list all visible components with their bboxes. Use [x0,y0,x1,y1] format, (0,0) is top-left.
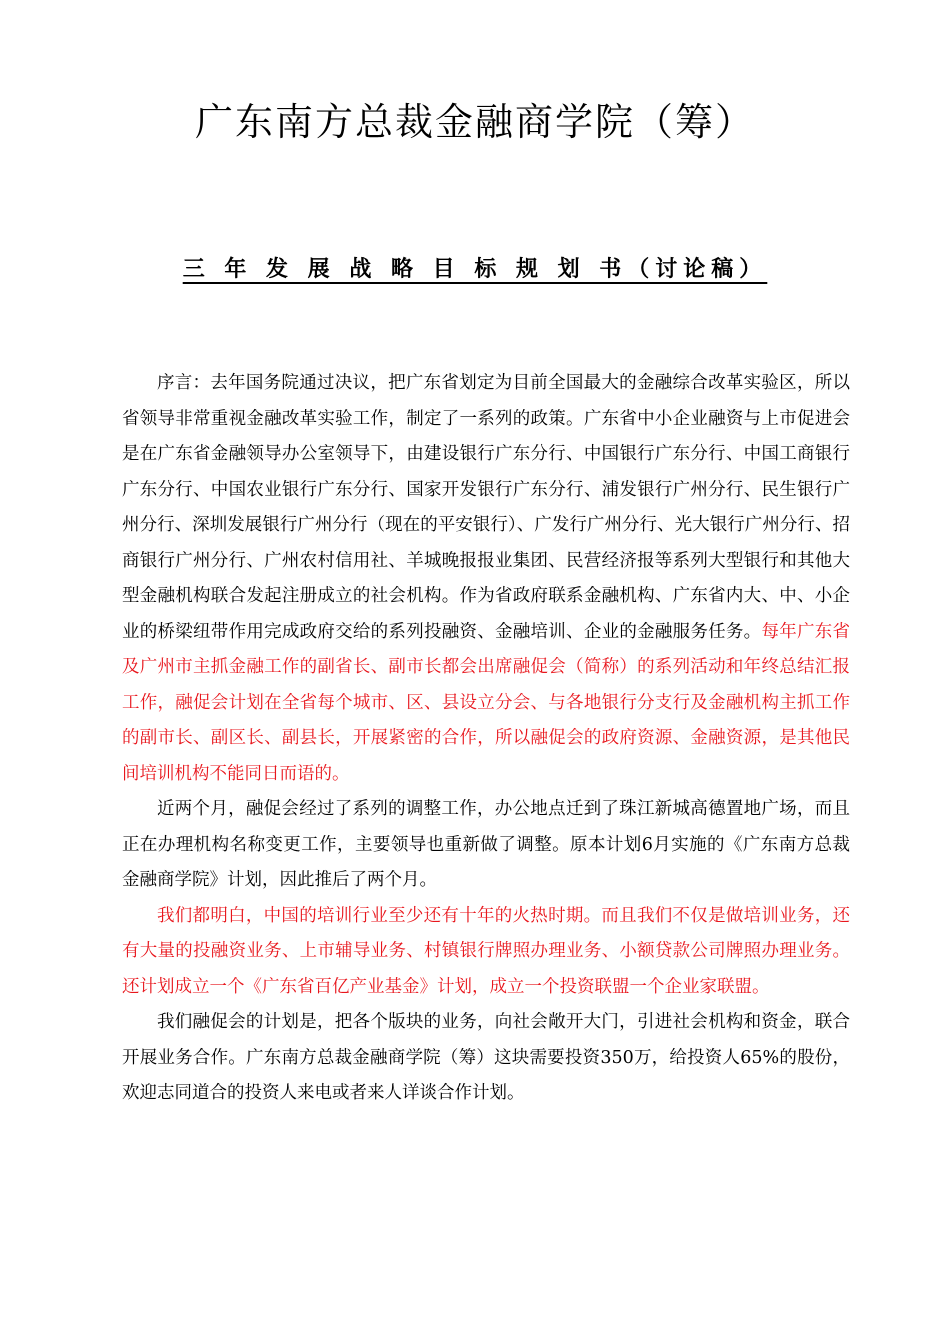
paragraph-investment-plan: 我们融促会的计划是，把各个版块的业务，向社会敞开大门，引进社会机构和资金，联合开展业务合作。广东南方总裁金融商学院（筹）这块需要投资350万，给投资人65%的股份，欢迎志同道合的投资人来电或者来人详谈合作计划。 [122,1012,850,1103]
document-body [122,366,850,1112]
paragraph-preface [122,366,850,792]
paragraph-preface-highlight: 每年广东省及广州市主抓金融工作的副省长、副市长都会出席融促会（简称）的系列活动和年终总结汇报工作，融促会计划在全省每个城市、区、县设立分会、与各地银行分支行及金融机构主抓工作的副市长、副区长、副县长，开展紧密的合作，所以融促会的政府资源、金融资源，是其他民间培训机构不能同日而语的。 [122,621,851,784]
document-subtitle-wrap [0,252,950,289]
paragraph-business-outlook: 我们都明白，中国的培训行业至少还有十年的火热时期。而且我们不仅是做培训业务，还有大量的投融资业务、上市辅导业务、村镇银行牌照办理业务、小额贷款公司牌照办理业务。还计划成立一个《广东省百亿产业基金》计划，成立一个投资联盟一个企业家联盟。 [122,905,850,997]
paragraph-preface-text: 序言：去年国务院通过决议，把广东省划定为目前全国最大的金融综合改革实验区，所以省领导非常重视金融改革实验工作，制定了一系列的政策。广东省中小企业融资与上市促进会是在广东省金融领导办公室领导下，由建设银行广东分行、中国银行广东分行、中国工商银行广东分行、中国农业银行广东分行、国家开发银行广东分行、浦发银行广州分行、民生银行广州分行、深圳发展银行广州分行（现在的平安银行）、广发行广州分行、光大银行广州分行、招商银行广州分行、广州农村信用社、羊城晚报报业集团、民营经济报等系列大型银行和其他大型金融机构联合发起注册成立的社会机构。作为省政府联系金融机构、广东省内大、中、小企业的桥梁纽带作用完成政府交给的系列投融资、金融培训、企业的金融服务任务。 [122,373,850,642]
paragraph-recent-adjustments: 近两个月，融促会经过了系列的调整工作，办公地点迁到了珠江新城高德置地广场，而且正在办理机构名称变更工作，主要领导也重新做了调整。原本计划6月实施的《广东南方总裁金融商学院》计划，因此推后了两个月。 [122,799,850,890]
document-subtitle: 三 年 发 展 战 略 目 标 规 划 书（讨论稿） [182,257,768,282]
document-title: 广东南方总裁金融商学院（筹） [194,100,755,144]
